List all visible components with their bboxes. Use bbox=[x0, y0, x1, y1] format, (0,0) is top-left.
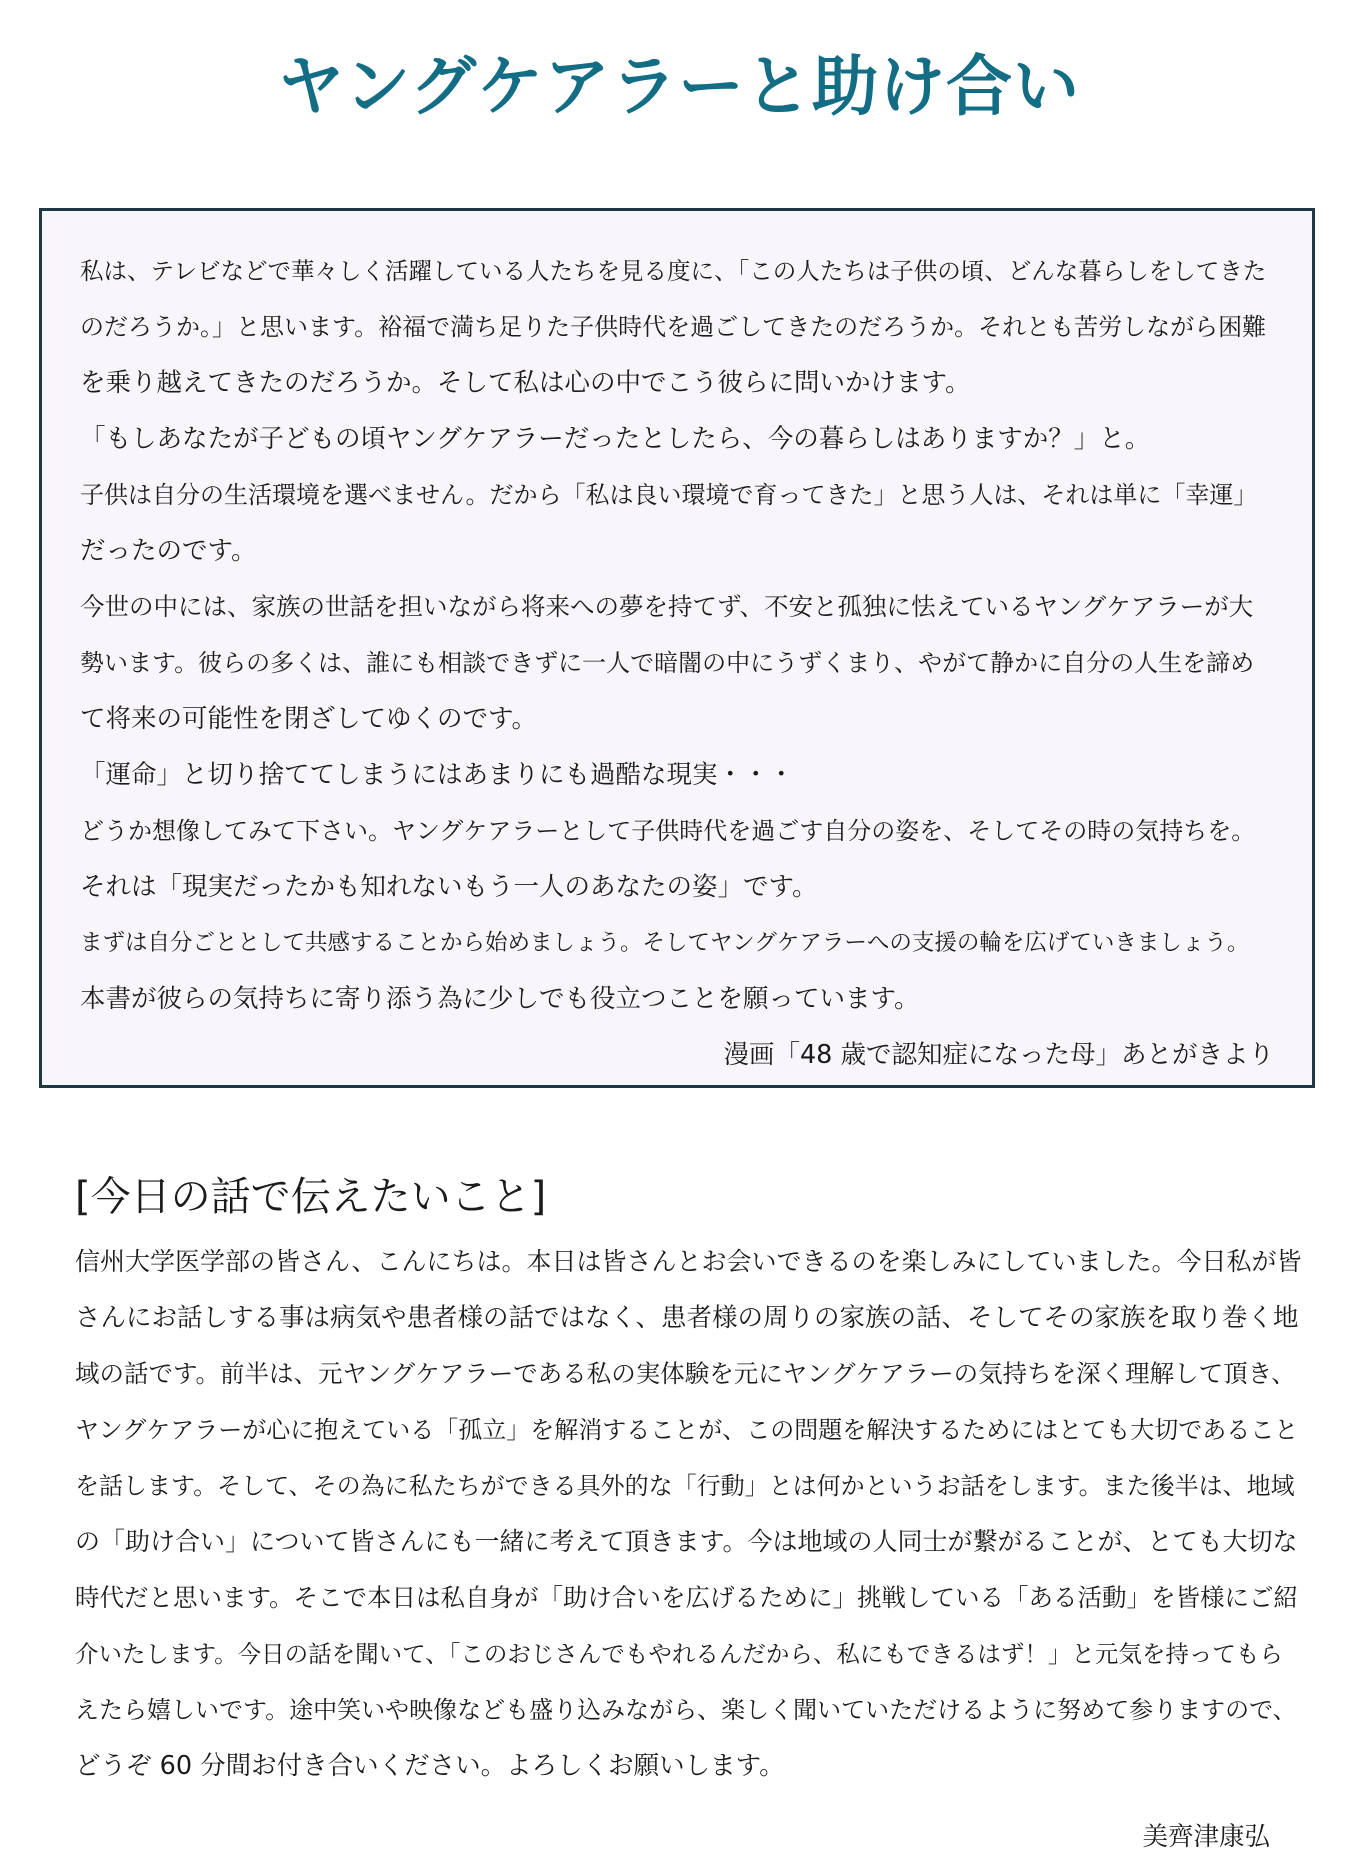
body-line: 時代だと思います。そこで本日は私自身が「助け合いを広げるために」挑戦している「ある活動」を皆様にご紹 bbox=[75, 1583, 1299, 1612]
quote-line: 「運命」と切り捨ててしまうにはあまりにも過酷な現実・・・ bbox=[80, 760, 795, 790]
section-body bbox=[75, 1234, 1305, 1794]
author-signature: 美齊津康弘 bbox=[1142, 1822, 1270, 1852]
quote-line: まずは自分ごととして共感することから始めましょう。そしてヤングケアラーへの支援の輪を広げていきましょう。 bbox=[80, 930, 1250, 956]
quote-line: 本書が彼らの気持ちに寄り添う為に少しでも役立つことを願っています。 bbox=[80, 984, 920, 1014]
body-line: どうぞ 60 分間お付き合いください。よろしくお願いします。 bbox=[75, 1751, 785, 1781]
quote-line: て将来の可能性を閉ざしてゆくのです。 bbox=[80, 704, 537, 734]
quote-line: を乗り越えてきたのだろうか。そして私は心の中でこう彼らに問いかけます。 bbox=[80, 368, 971, 398]
quote-line: のだろうか。」と思います。裕福で満ち足りた子供時代を過ごしてきたのだろうか。それとも苦労しながら困難 bbox=[80, 313, 1267, 341]
body-line: 信州大学医学部の皆さん、こんにちは。本日は皆さんとお会いできるのを楽しみにしていました。今日私が皆 bbox=[75, 1247, 1302, 1276]
quote-line: だったのです。 bbox=[80, 536, 257, 566]
body-line: 介いたします。今日の話を聞いて、「このおじさんでもやれるんだから、私にもできるはず！」と元気を持ってもら bbox=[75, 1640, 1283, 1668]
body-line: さんにお話しする事は病気や患者様の話ではなく、患者様の周りの家族の話、そしてその家族を取り巻く地 bbox=[75, 1303, 1299, 1333]
quote-line: それは「現実だったかも知れないもう一人のあなたの姿」です。 bbox=[80, 872, 818, 902]
body-line: を話します。そして、その為に私たちができる具外的な「行動」とは何かというお話をします。また後半は、地域 bbox=[75, 1472, 1295, 1500]
quote-line: 子供は自分の生活環境を選べません。だから「私は良い環境で育ってきた」と思う人は、それは単に「幸運」 bbox=[80, 481, 1258, 509]
quote-box bbox=[39, 208, 1315, 1088]
quote-line: どうか想像してみて下さい。ヤングケアラーとして子供時代を過ごす自分の姿を、そしてその時の気持ちを。 bbox=[80, 817, 1256, 845]
quote-line: 勢います。彼らの多くは、誰にも相談できずに一人で暗闇の中にうずくまり、やがて静かに自分の人生を諦め bbox=[80, 649, 1255, 677]
body-line: の「助け合い」について皆さんにも一緒に考えて頂きます。今は地域の人同士が繋がることが、とても大切な bbox=[75, 1527, 1298, 1556]
page-title: ヤングケアラーと助け合い bbox=[277, 48, 1081, 125]
quote-line: 私は、テレビなどで華々しく活躍している人たちを見る度に、「この人たちは子供の頃、どんな暮らしをしてきた bbox=[80, 257, 1267, 285]
body-line: ヤングケアラーが心に抱えている「孤立」を解消することが、この問題を解決するためにはとても大切であること bbox=[75, 1416, 1299, 1444]
quote-line: 今世の中には、家族の世話を担いながら将来への夢を持てず、不安と孤独に怯えているヤングケアラーが大 bbox=[80, 592, 1254, 621]
body-line: えたら嬉しいです。途中笑いや映像なども盛り込みながら、楽しく聞いていただけるように努めて参りますので、 bbox=[75, 1696, 1297, 1724]
section-heading: [今日の話で伝えたいこと] bbox=[75, 1174, 547, 1220]
body-line: 域の話です。前半は、元ヤングケアラーである私の実体験を元にヤングケアラーの気持ちを深く理解して頂き、 bbox=[75, 1359, 1296, 1388]
quote-source: 漫画「48 歳で認知症になった母」あとがきより bbox=[723, 1040, 1274, 1070]
quote-line: 「もしあなたが子どもの頃ヤングケアラーだったとしたら、今の暮らしはありますか？」と。 bbox=[80, 424, 1151, 454]
